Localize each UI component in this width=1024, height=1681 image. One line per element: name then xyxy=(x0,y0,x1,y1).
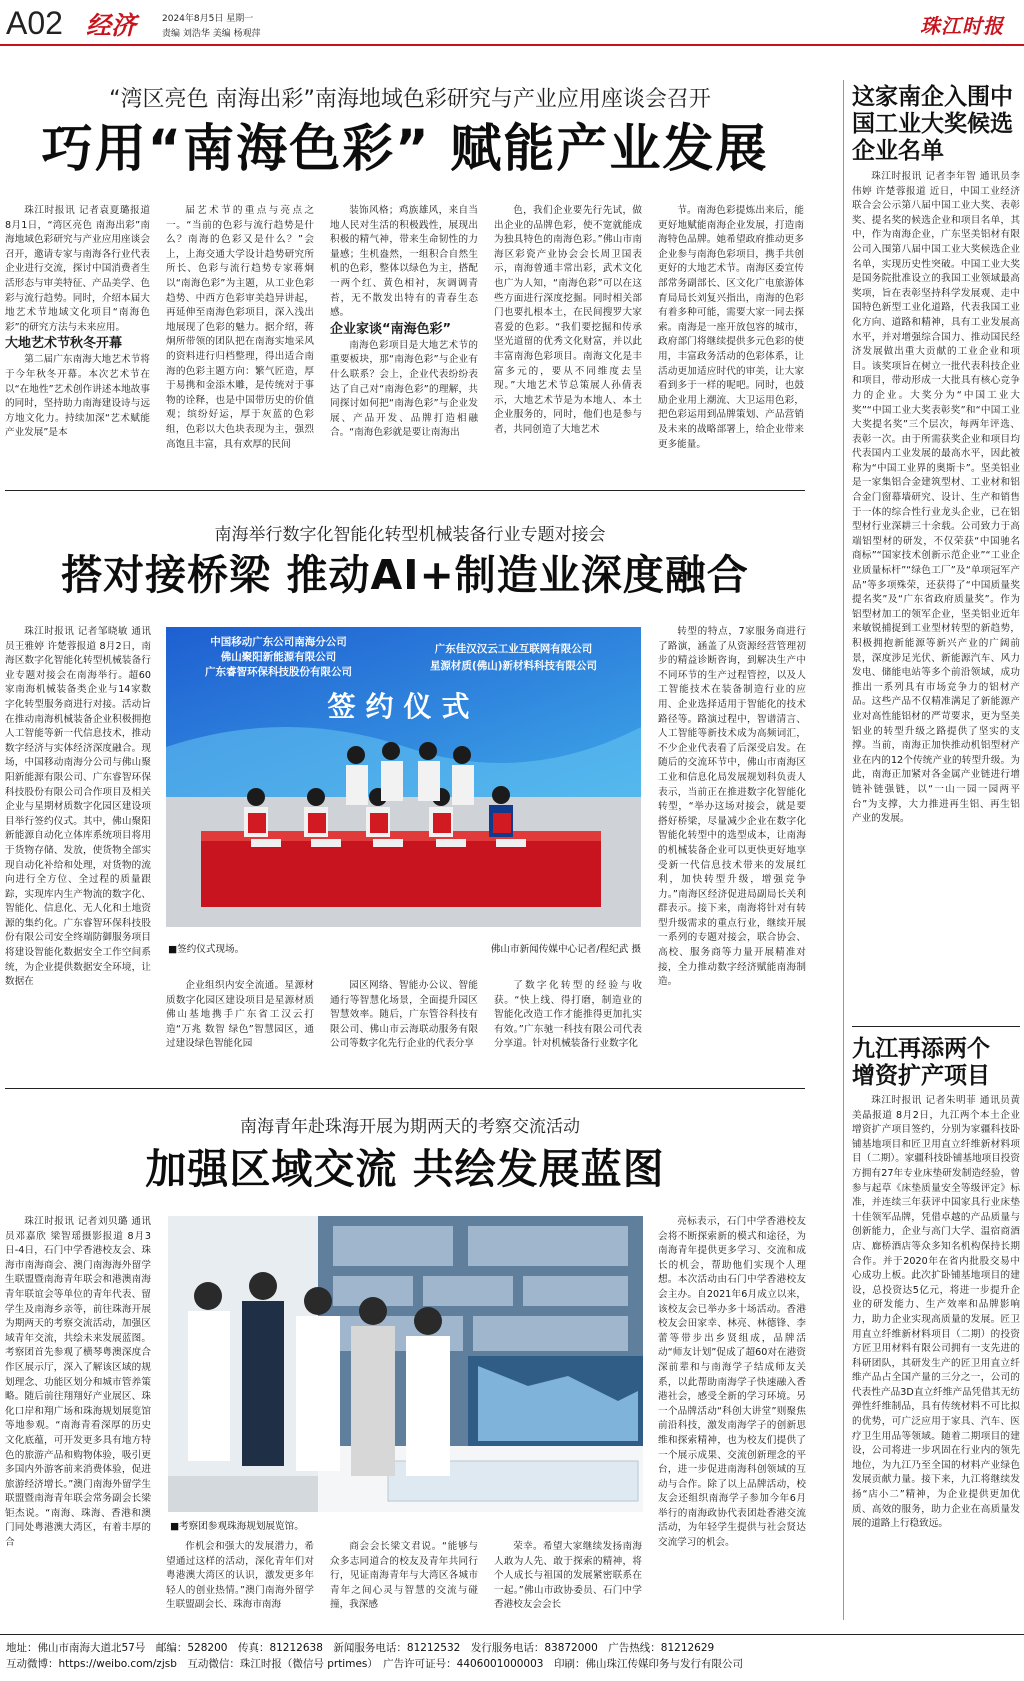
story1-paragraph: 第二届广东南海大地艺术节将于今年秋冬开幕。本次艺术节在以“在地性”艺术创作讲述本地故事的同时，坚持助力南海建设诗与远方地文化力。持续加深“艺术赋能产业发展”是本 xyxy=(5,354,150,439)
photo-caption: ■考察团参观珠海规划展览馆。 xyxy=(170,1521,304,1532)
sidebar2-headline: 九江再添两个增资扩产项目 xyxy=(852,1036,990,1089)
story3-bottom-col-1 xyxy=(166,1540,314,1615)
story1-paragraph: 届艺术节的重点与亮点之一。“当前的色彩与流行趋势是什么？南海的色彩又是什么？”会上，上海交通大学设计趋势研究所所长、色彩与流行趋势专家蒋炯以“南海色彩”为主题，从工业色彩趋势、中西方色彩审美趋异讲起，再延伸至南海色彩项目，深入浅出地展现了色彩的魅力。据介绍，蒋炯所带领的团队把在南海实地采风的资料进行归档整理，得出适合南海的色彩主题方向：繁气匠造，厚于易携和金添木雕，是传统对于事物的诠释，也是中国带历史的价值观；缤纷好运，厚于灰蓝的色彩组，色彩以大色块表现为主，强烈高饱且丰富，具有欢厚的民间 xyxy=(166,205,314,450)
story2-bottom-col-2 xyxy=(330,979,478,1065)
story3-paragraph: 作机会和强大的发展潜力，希望通过这样的活动，深化青年们对粤港澳大湾区的认识，激发更多年轻人的创业热情。”澳门南海外留学生联盟副会长、珠海市南海 xyxy=(166,1541,314,1611)
paper-name: 珠江时报 xyxy=(920,14,1004,38)
story1-column-3 xyxy=(330,204,478,480)
editors-line: 责编 刘浩华 美编 杨观萍 xyxy=(162,29,261,39)
story2-bottom-col-3 xyxy=(494,979,642,1065)
footer xyxy=(6,1640,1018,1672)
story1-column-5 xyxy=(658,204,804,480)
story2-paragraph: 转型的特点，7家服务商进行了路演，涵盖了从资源经营管理初步的精益诊断咨询，到解决生产中不同环节的生产过程管控，以及人工智能技术在装备制造行业的应用、企业选择适用于智能化的技术路径等。路演过程中，智谱清言、人工智能等新技术成为高频词汇，不少企业代表看了后深受启发。在随后的交流环节中，佛山市南海区工业和信息化局发展规划科负责人表示，当前正在推进数字化智能化转型，“举办这场对接会，就是要搭好桥梁，尽量减少企业在数字化智能化转型中的选型成本，让南海的机械装备企业可以更快更好地享受新一代信息技术带来的发展红利，加快转型升级，增强竞争力。”南海区经济促进局副局长关利群表示。接下来，南海将针对有转型升级需求的重点行业，继续开展一系列的专题对接会，联合协会、高校、服务商等力量开展精准对接，全力推动数字经济赋能南海制造。 xyxy=(658,626,806,988)
sidebar1-body xyxy=(852,170,1020,1020)
story3-paragraph: 荣幸。希望大家继续发扬南海人敢为人先、敢于探索的精神，将个人成长与祖国的发展紧密联系在一起。”佛山市政协委员、石门中学香港校友会会长 xyxy=(494,1541,642,1611)
divider xyxy=(5,1088,805,1089)
photo-caption: ■签约仪式现场。 xyxy=(168,944,245,955)
sidebar2-paragraph: 珠江时报讯 记者朱明菲 通讯员黄美晶报道 8月2日，九江两个本土企业增资扩产项目签约，分别为家疆科技卧铺基地项目和匠卫用直立纤维新材料项目（二期）。家疆科技卧铺基地项目投资方拥有27年专业床垫研发制造经验，曾参与起草《床垫质量安全等级评定》标准，并连续三年获评中国家具行业床垫十佳领军品牌，凭借卓越的产品质量与创新能力，企业与高门大学、温宿商酒店、廊桥酒店等众多知名机构保持长期合作。并于2020年在省内批股交易中心成功上板。此次扩卧铺基地项目的建设，总投资达5亿元，将进一步提升企业的研发能力、生产效率和品牌影响力，助力企业实现高质量的发展。匠卫用直立纤维新材料项目（二期）的投资方匠卫用材料有限公司拥有一支先进的科研团队，其研发生产的匠卫用直立纤维产品占全国产量的三分之一，公司的代表性产品3D直立纤维产品凭借其无纺弹性纤维制品，具有传统材料不可比拟的优势，可广泛应用于家具、汽车、医疗卫生用品等领域。随着二期项目的建设，公司将进一步巩固在行业内的领先地位，为九江乃至全国的材料产业绿色发展贡献力量。接下来，九江将继续发扬“店小二”精神，为企业提供更加优质、高效的服务，助力企业在高质量发展的道路上行稳致远。 xyxy=(852,1095,1020,1530)
story2-paragraph: 了数字化转型的经验与收获。“快上线、得打磨，制造业的智能化改造工作才能推得更加扎实有效。”广东驰一科技有限公司代表分享道。针对机械装备行业数字化 xyxy=(494,980,642,1050)
photo-credit: 佛山市新闻传媒中心记者/程纪武 摄 xyxy=(490,944,641,955)
story2-bottom-col-1 xyxy=(166,979,314,1065)
story2-paragraph: 企业组织内安全流通。星源材质数字化园区建设项目是星源材质佛山基地携手广东省工汉云打造“万兆 数智 绿色”智慧园区，通过建设绿色智能化园 xyxy=(166,980,314,1050)
divider xyxy=(852,1026,1020,1027)
story3-paragraph: 亮标表示，石门中学香港校友会将不断探索新的模式和途径，为南海青年提供更多学习、交流和成长的机会，帮助他们实现个人理想。本次活动由石门中学香港校友会主办。自2021年6月成立以来，该校友会已举办多十场活动。香港校友会田家幸、林亮、林德锋、李蕾等带步出乡贤组成，品牌活动“师友计划”促成了超60对在港资深前辈和与南海学子结成师友关系，以此帮助南海学子快速融入香港社会，感受全新的学习环境。另一个品牌活动“科创大讲堂”则聚焦前沿科技，激发南海学子的创新思维和探索精神，也为校友们提供了一个展示成果、交流创新理念的平台，进一步促进南海科创领域的互动与合作。除了以上品牌活动，校友会还组织南海学子参加今年6月举行的南海政协代表团赴香港交流活动，为年轻学生提供与社会贤达交流学习的机会。 xyxy=(658,1216,806,1549)
story1-paragraph: 节。南海色彩提炼出来后，能更好地赋能南海企业发展，打造南海特色品牌。她希望政府推动更多企业参与南海色彩项目，携手共创更好的大地艺术节。南海区委宣传部常务副部长、区文化广电旅游体育局局长刘复兴指出，南海的色彩有着多种可能，需要大家一同去探索。南海是一座开放包容的城市，政府部门将继续提供多元色彩的使用，丰富政务活动的色彩体系，让活动更加适应时代的审美，让大家看到多于一样的呢吧。同时，也鼓励企业用上潮流、大卫运用色彩，把色彩运用到品牌策划、产品营销及未来的战略部署上，给企业带来更多能量。 xyxy=(658,205,804,450)
footer-rule xyxy=(0,1634,1024,1635)
masthead-rule xyxy=(0,44,1024,46)
section-name: 经济 xyxy=(86,11,137,40)
exhibition-visit-photo xyxy=(168,1216,643,1512)
story2-kicker: 南海举行数字化智能化转型机械装备行业专题对接会 xyxy=(214,525,606,545)
sidebar1-paragraph: 珠江时报讯 记者李年智 通讯员李伟婷 许楚蓉报道 近日，中国工业经济联合会公示第八届中国工业大奖、表彰奖、提名奖的候选企业和项目名单，其中，作为南海企业，广东坚美铝材有限公司入围第八届中国工业大奖候选企业名单，实现历史性突破。中国工业大奖是国务院批准设立的我国工业领域最高奖项，旨在表彰坚持科学发展观、走中国特色新型工业化道路，代表我国工业化方向、道路和精神，具有工业发展高水平，并对增强综合国力、推动国民经济发展做出重大贡献的工业企业和项目。该奖项旨在树立一批代表科技企业和项目，带动形成一大批具有核心竞争力的企业。大奖分为“中国工业大奖”“中国工业大奖表彰奖”和“中国工业大奖提名奖”三个层次，每两年评选、表彰一次。由于所需获奖企业和项目均代表国内工业发展的最高水平，因此被称为“中国工业界的奥斯卡”。坚美铝业是一家集铝合金建筑型材、工业材和铝合金门窗幕墙研究、设计、生产和销售于一体的综合性行业龙头企业，已在铝型材行业深耕三十余载。公司致力于高端铝型材的研发，不仅荣获“中国驰名商标”“国家技术创新示范企业”“工业企业质量标杆”“绿色工厂”及“单项冠军产品”等多项殊荣，还获得了“中国质量奖提名奖”及“广东省政府质量奖”。作为铝型材加工的领军企业，坚美铝业近年来敏锐捕捉到工业型材转型的新趋势，积极拥抱新能源等新兴产业的广阔前景，深度涉足光伏、新能源汽车、风力发电、储能电站等多个前沿领域，成功推出一系列具有市场竞争力的铝材产品。这些产品不仅精准满足了新能源产业对高性能铝材的严苛要求，更为坚美铝业的转型升级之路提供了坚实的支撑。当前，南海正加快推动机铝型材产业在内的12个传统产业的转型升级。为此，南海正加紧对各金属产业链进行增链补链强链，以“一山一园一园两平台”为支撑，大力推进再生铝、再生铝产业的发展。 xyxy=(852,171,1020,825)
backdrop-left-line-1: 中国移动广东公司南海分公司 xyxy=(210,636,347,648)
story3-headline: 加强区域交流 共绘发展蓝图 xyxy=(145,1145,665,1193)
story3-bottom-col-2 xyxy=(330,1540,478,1615)
story1-subhead-1: 大地艺术节秋冬开幕 xyxy=(5,336,123,352)
sidebar1-headline: 这家南企入围中国工业大奖候选企业名单 xyxy=(852,84,1013,164)
backdrop-right-line-1: 广东佳汉汉云工业互联网有限公司 xyxy=(434,643,593,655)
exhibition-visit-illustration xyxy=(168,1216,643,1512)
divider xyxy=(5,490,805,491)
backdrop-left-line-2: 佛山聚阳新能源有限公司 xyxy=(220,651,337,663)
page-number: A02 xyxy=(6,5,63,41)
story2-headline: 搭对接桥梁 推动AI+制造业深度融合 xyxy=(61,551,749,599)
signing-ceremony-photo xyxy=(166,627,641,927)
story2-column-right xyxy=(658,625,806,1065)
date-line: 2024年8月5日 星期一 xyxy=(162,14,254,24)
story1-kicker: “湾区亮色 南海出彩”南海地域色彩研究与产业应用座谈会召开 xyxy=(109,87,711,112)
sidebar-separator xyxy=(843,80,844,1620)
story2-column-left xyxy=(5,625,151,1065)
story3-paragraph: 珠江时报讯 记者刘贝璐 通讯员邓嘉欣 梁智瑶摄影报道 8月3日-4日，石门中学香港校友会、珠海市南海商会、澳门南海海外留学生联盟暨南海青年联会和港澳南海青年联谊会等单位的青年代表、留学生及南海乡亲等，前往珠海开展为期两天的考察交流活动，加强区域青年交流，共绘未来发展蓝图。考察团首先参观了横琴粤澳深度合作区展示厅，深入了解该区域的规划理念、功能区划分和城市管养策略。随后前往翔翔好产业展区、珠化口岸和翔广场和珠海规划展览馆等地参观。“南海青看深厚的历史文化底蕴，可开发更多具有地方特色的旅游产品和购物体验，吸引更多国内外游客前来消费体验，促进旅游经济增长。”澳门南海外留学生联盟暨南海青年联会常务副会长梁钜杰说。“南海、珠海、香港和澳门同处粤港澳大湾区，有着丰厚的合 xyxy=(5,1216,151,1549)
backdrop-banner: 签约仪式 xyxy=(327,690,480,723)
story2-paragraph: 园区网络、智能办公议、智能通行等智慧化场景，全面提升园区智慧效率。随后，广东管谷科技有限公司、佛山市云海联动服务有限公司等数字化先行企业的代表分享 xyxy=(330,980,478,1050)
story3-column-left xyxy=(5,1215,151,1615)
story3-kicker: 南海青年赴珠海开展为期两天的考察交流活动 xyxy=(240,1117,580,1137)
story1-subhead-2: 企业家谈“南海色彩” xyxy=(330,321,452,337)
backdrop-right-line-2: 星源材质(佛山)新材料科技有限公司 xyxy=(429,660,598,672)
story1-headline: 巧用“南海色彩” 赋能产业发展 xyxy=(41,120,769,179)
footer-print-line: 互动微博：https://weibo.com/zjsb 互动微信：珠江时报（微信号 prtimes） 广告许可证号：4406001000003 印刷：佛山珠江传媒印务与发行有限公司 xyxy=(6,1658,743,1670)
story1-column-1 xyxy=(5,204,150,480)
story3-paragraph: 商会会长梁文君说。“能够与众多志同道合的校友及青年共同行行，见证南海青年与大湾区各城市青年之间心灵与智慧的交流与碰撞，我深感 xyxy=(330,1541,478,1611)
sidebar2-body xyxy=(852,1094,1020,1616)
masthead xyxy=(0,0,1024,46)
backdrop-left-line-3: 广东睿智环保科技股份有限公司 xyxy=(205,666,352,678)
footer-contact-line: 地址：佛山市南海大道北57号 邮编：528200 传真：81212638 新闻服务电话：81212532 发行服务电话：83872000 广告热线：81212629 xyxy=(6,1642,715,1654)
story1-paragraph: 装饰风格；鸡族雄风，来自当地人民对生活的积极践性，展现出积极的精气神，带来生命韧性的力量感；生机盎然，一组积合自然生机的色彩，整体以绿色为主，搭配一两个红、黄色相衬，灰调调青苔，无不散发出特有的青春生态感。 xyxy=(330,205,478,319)
story1-paragraph: 南海色彩项目是大地艺术节的重要板块，那“南海色彩”与企业有什么联系？会上，企业代表纷纷表达了自己对“南海色彩”的理解，共同探讨如何把“南海色彩”与企业发展、产品开发、品牌打造相融合。“南海色彩就是要让南海出 xyxy=(330,339,478,439)
story3-bottom-col-3 xyxy=(494,1540,642,1615)
story1-column-4 xyxy=(494,204,642,480)
story1-paragraph: 色，我们企业要先行先试，做出企业的品牌色彩，使不宽就能成为独具特色的南海色彩。”佛山市南海区彩瓷产业协会会长周卫国表示，南海曾通丰常出彩，武术文化也广为人知，“南海色彩”可以在这些方面进行深度挖掘。同时相关部门也要扎根本土，在民间搜罗大家喜爱的色彩。“我们要挖掘和传承坚光道留的优秀文化财富，并以此丰富南海色彩项目。南海文化是丰富多元的，要从不同维度去呈现。”大地艺术节总策展人孙倩表示，大地艺术节是为本地人、本土企业服务的，同时，他们也是参与者，共同创造了大地艺术 xyxy=(494,205,642,435)
story3-column-right xyxy=(658,1215,806,1615)
story1-column-2 xyxy=(166,204,314,480)
story2-paragraph: 珠江时报讯 记者邹晓敏 通讯员王雅婷 许楚蓉报道 8月2日，南海区数字化智能化转型机械装备行业专题对接会在南海举行。超60家南海机械装备类企业与14家数字化转型服务商进行对接。活动旨在推动南海机械装备企业积极拥抱人工智能等新一代信息技术，推动数字经济与实体经济深度融合。现场，中国移动南海分公司与佛山聚阳新能源有限公司、广东睿智环保科技股份有限公司合作项目及相关企业与星期材质数字化园区建设项目举行签约仪式。其中，佛山聚阳新能源自动化立体库系统项目将用于货物存储、发放，使货物全部实现自动化补给和处理，对货物的流向进行全方位、全过程的质量跟踪，实现库内生产物流的数字化、智能化、信息化、无人化和土地资源的集约化。广东睿智环保科技股份有限公司安全终端防御服务项目将建设智能化数据安全工作空间系统，为企业提供数据安全环境，让数据在 xyxy=(5,626,151,988)
story1-paragraph: 珠江时报讯 记者袁夏璐报道 8月1日，“湾区亮色 南海出彩”南海地域色彩研究与产业应用座谈会召开，邀请专家与南海各行业代表企业进行交流，探讨中国消费者生活形态与审美特征、产品美学、色彩与流行趋势。同时，介绍本届大地艺术节地域文化项目“南海色彩”的研究方法与未来应用。 xyxy=(5,205,150,333)
